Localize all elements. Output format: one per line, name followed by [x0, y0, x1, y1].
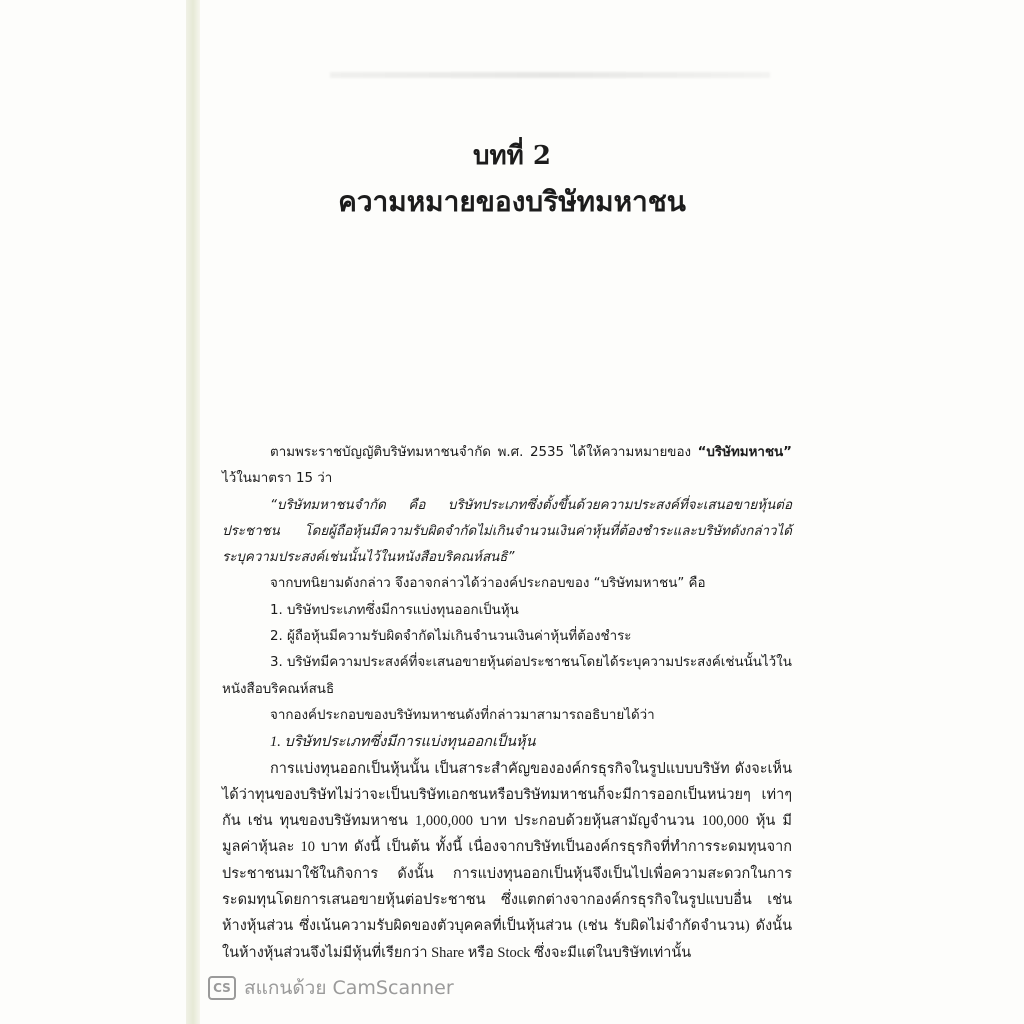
intro-term: “บริษัทมหาชน”: [697, 445, 792, 460]
camscanner-watermark: [208, 973, 454, 1003]
list-item: 1. บริษัทประเภทซึ่งมีการแบ่งทุนออกเป็นหุ้น: [270, 602, 519, 618]
list-item: 2. ผู้ถือหุ้นมีความรับผิดจำกัดไม่เกินจำนวนเงินค่าหุ้นที่ต้องชำระ: [270, 629, 632, 645]
paragraph-explanation: จากองค์ประกอบของบริษัทมหาชนดังที่กล่าวมาสามารถอธิบายได้ว่า: [270, 707, 655, 723]
camscanner-logo-icon: CS: [208, 976, 236, 1000]
intro-text: ตามพระราชบัญญัติบริษัทมหาชนจำกัด พ.ศ. 2535 ได้ให้ความหมายของ: [270, 445, 698, 460]
paragraph-definition: จากบทนิยามดังกล่าว จึงอาจกล่าวได้ว่าองค์ประกอบของ “บริษัทมหาชน” คือ: [270, 576, 706, 592]
list-item: 3. บริษัทมีความประสงค์ที่จะเสนอขายหุ้นต่อประชาชนโดยได้ระบุความประสงค์เช่นนั้นไว้ใน: [270, 655, 792, 671]
chapter-title: ความหมายของบริษัทมหาชน: [338, 185, 686, 218]
list-item-continuation: หนังสือบริคณห์สนธิ: [222, 681, 335, 697]
chapter-number: บทที่ 2: [473, 141, 551, 171]
intro-text-end: ไว้ในมาตรา 15 ว่า: [222, 471, 333, 487]
subheading: 1. บริษัทประเภทซึ่งมีการแบ่งทุนออกเป็นหุ้น: [270, 734, 536, 751]
body-text: [222, 440, 792, 966]
legal-quote: “บริษัทมหาชนจำกัด คือ บริษัทประเภทซึ่งตั้งขึ้นด้วยความประสงค์ที่จะเสนอขายหุ้นต่อประชาชน โดยผู้ถือหุ้นมีความรับผิดจำกัดไม่เกินจำนวนเงินค่าหุ้นที่ต้องชำระและบริษัทดังกล่าวได้ระบุความประสงค์เช่นนั้นไว้ในหนังสือบริคณห์สนธิ”: [222, 497, 792, 566]
watermark-text: สแกนด้วย CamScanner: [244, 977, 454, 999]
faded-running-header: [330, 72, 770, 78]
paragraph-intro: [222, 440, 792, 493]
paragraph-share-capital: การแบ่งทุนออกเป็นหุ้นนั้น เป็นสาระสำคัญขององค์กรธุรกิจในรูปแบบบริษัท ดังจะเห็นได้ว่าทุนของบริษัทไม่ว่าจะเป็นบริษัทเอกชนหรือบริษัทมหาชนก็จะมีการออกเป็นหน่วยๆ เท่าๆ กัน เช่น ทุนของบริษัทมหาชน 1,000,000 บาท ประกอบด้วยหุ้นสามัญจำนวน 100,000 หุ้น มีมูลค่าหุ้นละ 10 บาท ดังนี้ เป็นต้น ทั้งนี้ เนื่องจากบริษัทเป็นองค์กรธุรกิจที่ทำการระดมทุนจากประชาชนมาใช้ในกิจการ ดังนั้น การแบ่งทุนออกเป็นหุ้นจึงเป็นไปเพื่อความสะดวกในการระดมทุนโดยการเสนอขายหุ้นต่อประชาชน ซึ่งแตกต่างจากองค์กรธุรกิจในรูปแบบอื่น เช่น ห้างหุ้นส่วน ซึ่งเน้นความรับผิดของตัวบุคคลที่เป็นหุ้นส่วน (เช่น รับผิดไม่จำกัดจำนวน) ดังนั้น ในห้างหุ้นส่วนจึงไม่มีหุ้นที่เรียกว่า Share หรือ Stock ซึ่งจะมีแต่ในบริษัทเท่านั้น: [222, 760, 792, 961]
